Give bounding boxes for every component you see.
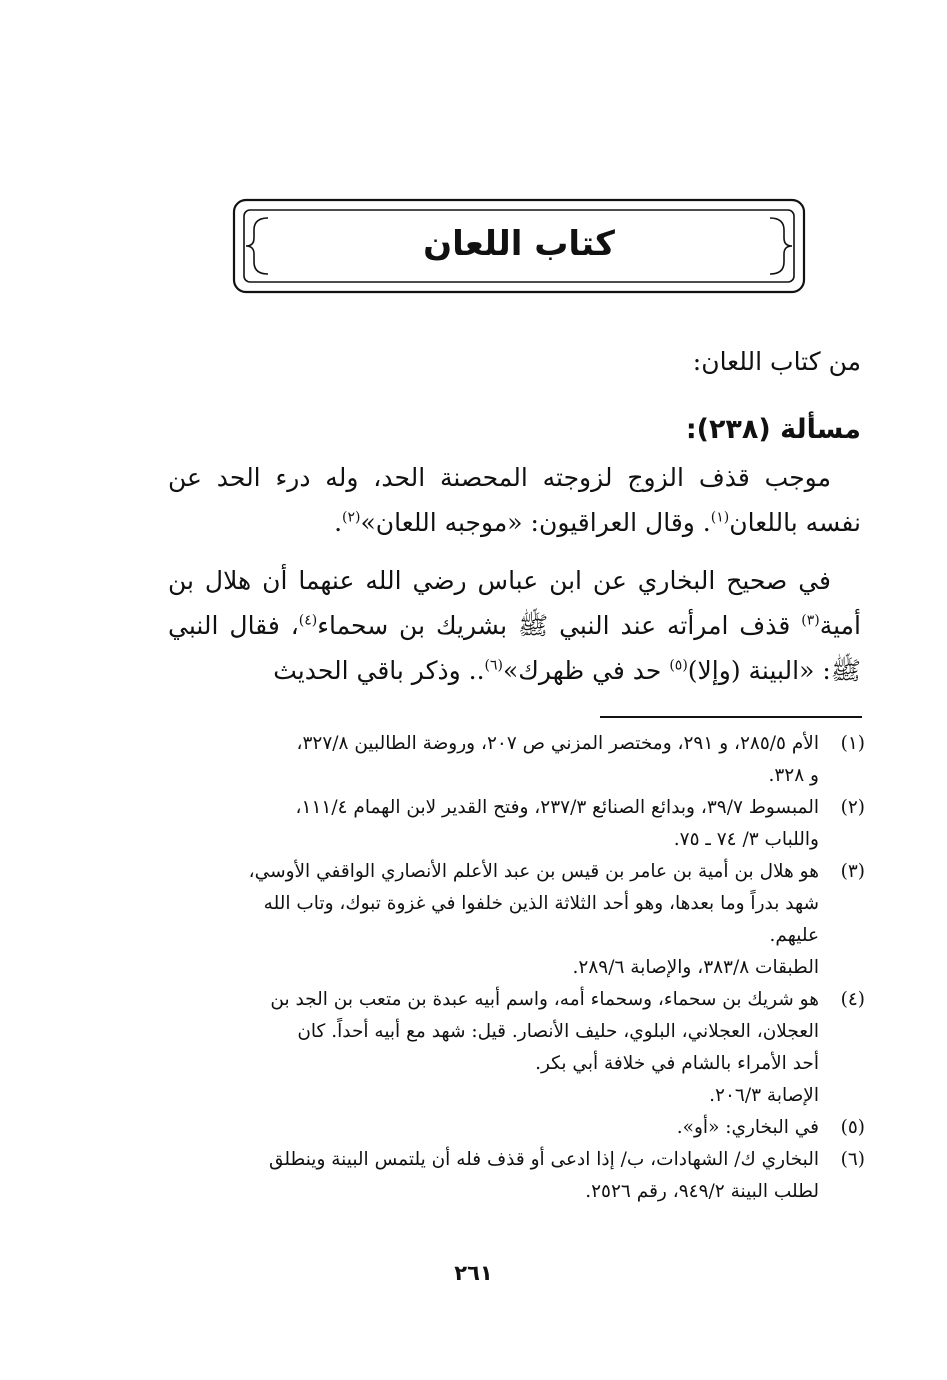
footnote-5 <box>165 1112 865 1144</box>
footnote-number: (٦) <box>840 1149 865 1170</box>
section-intro: من كتاب اللعان: <box>692 347 861 376</box>
footnote-2 <box>165 792 865 856</box>
footnote-text: هو شريك بن سحماء، وسحماء أمه، واسم أبيه عبدة بن متعب بن الجد بن العجلان، العجلاني، البلوي، حليف الأنصار. قيل: شهد مع أبيه أحداً. كان أحد الأمراء بالشام في خلافة أبي بكر. الإصابة ٢٠٦/٣. <box>270 989 819 1106</box>
footnotes-section <box>165 728 865 1208</box>
footnote-text: في البخاري: «أو». <box>676 1117 819 1138</box>
footnote-ref-3[interactable]: (٣) <box>801 612 820 629</box>
footnote-number: (١) <box>840 733 865 754</box>
footnote-number: (٢) <box>840 797 865 818</box>
ruling-paragraph: موجب قذف الزوج لزوجته المحصنة الحد، وله درء الحد عن نفسه باللعان$^{(١)}$. وقال العراقيون: «موجبه اللعان»$^{(٢)}$. <box>168 463 861 537</box>
footnote-divider <box>600 716 862 718</box>
footnote-ref-5[interactable]: (٥) <box>669 657 688 674</box>
footnote-text: المبسوط ٣٩/٧، وبدائع الصنائع ٢٣٧/٣، وفتح القدير لابن الهمام ١١١/٤، واللباب ٣/ ٧٤ ـ ٧٥. <box>295 797 819 850</box>
footnote-ref-4[interactable]: (٤) <box>298 612 318 629</box>
footnote-6 <box>165 1144 865 1208</box>
footnote-3 <box>165 856 865 984</box>
footnote-ref-6[interactable]: (٦) <box>484 657 503 674</box>
footnote-ref-2[interactable]: (٢) <box>342 509 361 526</box>
footnote-text: البخاري ك/ الشهادات، ب/ إذا ادعى أو قذف فله أن يلتمس البينة وينطلق لطلب البينة ٩٤٩/٢، رقم ٢٥٢٦. <box>268 1149 819 1202</box>
page-number: ٢٦١ <box>454 1261 493 1285</box>
chapter-title-frame <box>232 198 806 294</box>
footnote-ref-1[interactable]: (١) <box>710 509 730 526</box>
footnote-text: هو هلال بن أمية بن عامر بن قيس بن عبد الأعلم الأنصاري الواقفي الأوسي، شهد بدراً وما بعدها، وهو أحد الثلاثة الذين خلفوا في غزوة تبوك، وتاب الله عليهم. الطبقات ٣٨٣/٨، والإصابة ٢٨٩/٦. <box>248 861 819 978</box>
footnote-number: (٣) <box>840 861 865 882</box>
masala-heading: مسألة (٢٣٨): <box>685 414 861 445</box>
hadith-paragraph: في صحيح البخاري عن ابن عباس رضي الله عنهما أن هلال بن أمية$^{(٣)}$ قذف امرأته عند النبي ﷺ بشريك بن سحماء$^{(٤)}$، فقال النبي ﷺ: «البينة (وإلا)$^{(٥)}$ حد في ظهرك»$^{(٦)}$.. وذكر باقي الحديث <box>168 566 861 685</box>
footnote-number: (٥) <box>840 1117 865 1138</box>
footnote-4 <box>165 984 865 1112</box>
chapter-title: كتاب اللعان <box>423 224 615 264</box>
footnote-text: الأم ٢٨٥/٥، و ٢٩١، ومختصر المزني ص ٢٠٧، وروضة الطالبين ٣٢٧/٨، و ٣٢٨. <box>296 733 819 786</box>
footnote-1 <box>165 728 865 792</box>
footnote-number: (٤) <box>840 989 865 1010</box>
